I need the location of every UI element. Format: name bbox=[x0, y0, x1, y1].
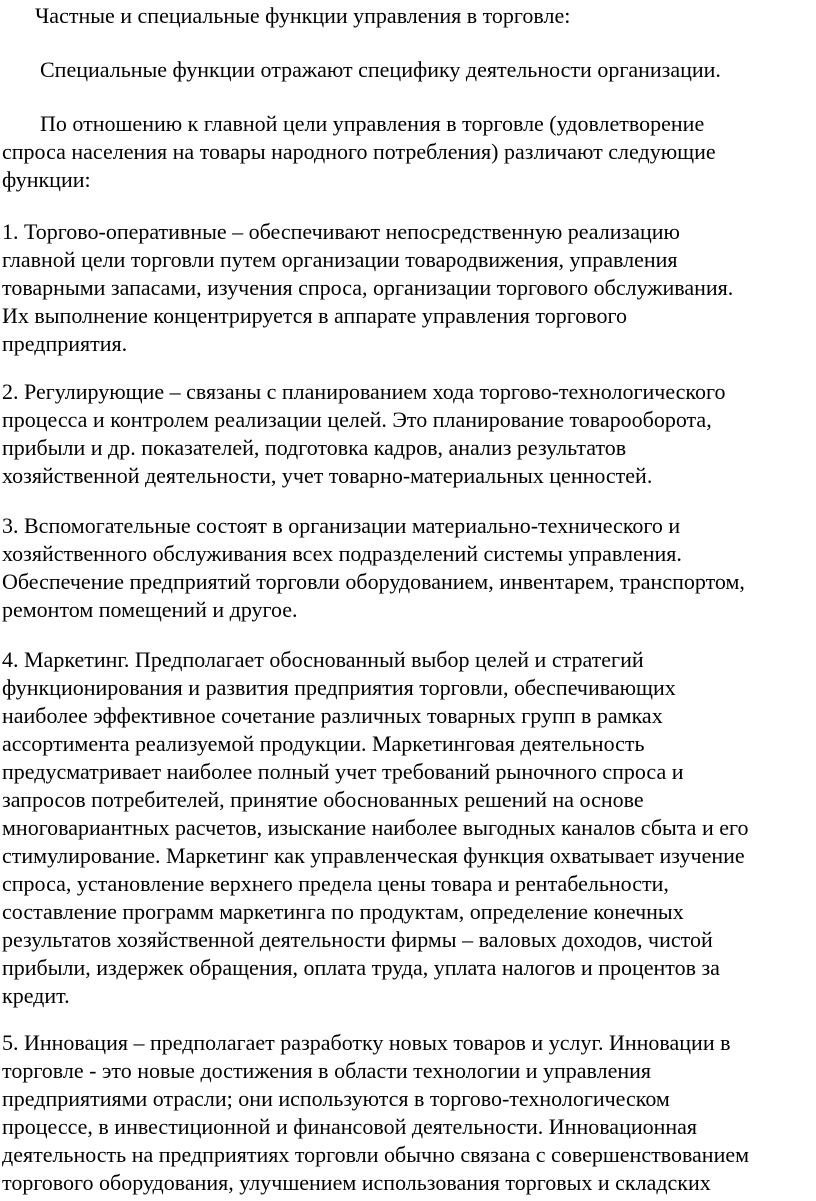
item-line: хозяйственного обслуживания всех подразделений системы управления. bbox=[2, 541, 682, 566]
item-line: процессе, в инвестиционной и финансовой деятельности. Инновационная bbox=[2, 1114, 698, 1139]
item-line: стимулирование. Маркетинг как управленческая функция охватывает изучение bbox=[2, 843, 745, 868]
item-3-paragraph bbox=[2, 512, 814, 624]
item-line: торгового оборудования, улучшением использования торговых и складских bbox=[2, 1170, 711, 1195]
item-line: 5. Инновация – предполагает разработку новых товаров и услуг. Инновации в bbox=[2, 1030, 731, 1055]
item-line: прибыли, издержек обращения, оплата труда, уплата налогов и процентов за bbox=[2, 955, 720, 980]
lead-line: По отношению к главной цели управления в торговле (удовлетворение bbox=[40, 111, 705, 136]
item-line: 3. Вспомогательные состоят в организации материально-технического и bbox=[2, 513, 681, 538]
intro-line: Специальные функции отражают специфику деятельности организации. bbox=[40, 57, 721, 82]
item-line: предусматривает наиболее полный учет требований рыночного спроса и bbox=[2, 759, 684, 784]
item-1-paragraph bbox=[2, 218, 814, 358]
item-line: процесса и контролем реализации целей. Это планирование товарооборота, bbox=[2, 407, 712, 432]
item-line: 4. Маркетинг. Предполагает обоснованный выбор целей и стратегий bbox=[2, 647, 644, 672]
item-line: 2. Регулирующие – связаны с планированием хода торгово-технологического bbox=[2, 379, 726, 404]
lead-paragraph bbox=[2, 110, 814, 194]
item-line: спроса, установление верхнего предела цены товара и рентабельности, bbox=[2, 871, 669, 896]
item-2-paragraph bbox=[2, 378, 814, 490]
item-line: товарными запасами, изучения спроса, организации торгового обслуживания. bbox=[2, 275, 734, 300]
document-title bbox=[2, 2, 816, 30]
intro-paragraph bbox=[2, 56, 816, 84]
item-5-paragraph bbox=[2, 1029, 814, 1197]
item-line: прибыли и др. показателей, подготовка кадров, анализ результатов bbox=[2, 435, 627, 460]
item-line: результатов хозяйственной деятельности фирмы – валовых доходов, чистой bbox=[2, 927, 713, 952]
item-4-paragraph bbox=[2, 646, 814, 1010]
lead-line: спроса населения на товары народного потребления) различают следующие bbox=[2, 139, 716, 164]
item-line: Обеспечение предприятий торговли оборудованием, инвентарем, транспортом, bbox=[2, 569, 745, 594]
item-line: Их выполнение концентрируется в аппарате управления торгового bbox=[2, 303, 627, 328]
item-line: деятельность на предприятиях торговли обычно связана с совершенствованием bbox=[2, 1142, 750, 1167]
item-line: 1. Торгово-оперативные – обеспечивают непосредственную реализацию bbox=[2, 219, 680, 244]
item-line: предприятия. bbox=[2, 331, 128, 356]
item-line: многовариантных расчетов, изыскание наиболее выгодных каналов сбыта и его bbox=[2, 815, 749, 840]
item-line: наиболее эффективное сочетание различных товарных групп в рамках bbox=[2, 703, 663, 728]
item-line: составление программ маркетинга по продуктам, определение конечных bbox=[2, 899, 684, 924]
item-line: предприятиями отрасли; они используются в торгово-технологическом bbox=[2, 1086, 670, 1111]
item-line: запросов потребителей, принятие обоснованных решений на основе bbox=[2, 787, 644, 812]
item-line: торговле - это новые достижения в области технологии и управления bbox=[2, 1058, 652, 1083]
title-line: Частные и специальные функции управления в торговле: bbox=[35, 3, 571, 28]
item-line: ремонтом помещений и другое. bbox=[2, 597, 298, 622]
item-line: хозяйственной деятельности, учет товарно-материальных ценностей. bbox=[2, 463, 653, 488]
lead-line: функции: bbox=[2, 167, 91, 192]
item-line: главной цели торговли путем организации товародвижения, управления bbox=[2, 247, 678, 272]
item-line: кредит. bbox=[2, 983, 70, 1008]
item-line: ассортимента реализуемой продукции. Маркетинговая деятельность bbox=[2, 731, 645, 756]
item-line: функционирования и развития предприятия торговли, обеспечивающих bbox=[2, 675, 676, 700]
